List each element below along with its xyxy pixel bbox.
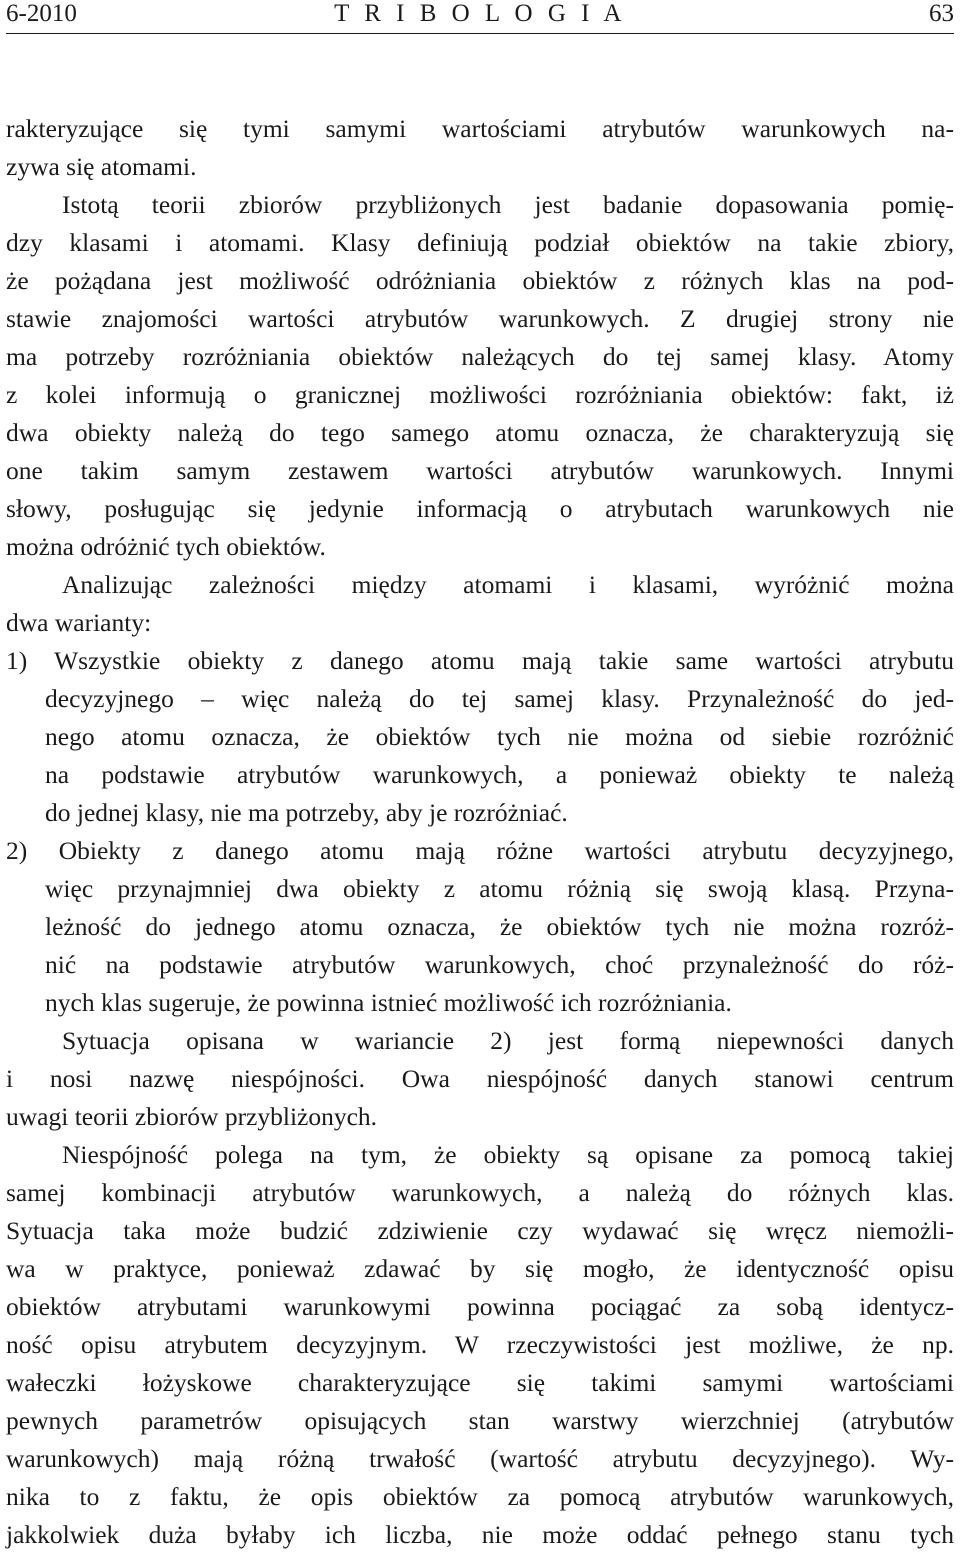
text-line: Niespójność polega na tym, że obiekty są opisane za pomocą takiej [62, 1140, 954, 1169]
text-line: ność opisu atrybutem decyzyjnym. W rzeczywistości jest możliwe, że np. [6, 1330, 954, 1359]
text-line: z kolei informują o granicznej możliwości rozróżniania obiektów: fakt, iż [6, 380, 954, 409]
text-line: i nosi nazwę niespójności. Owa niespójność danych stanowi centrum [6, 1064, 954, 1093]
issue-number: 6-2010 [6, 0, 77, 27]
list-item-1-line: nego atomu oznacza, że obiektów tych nie można od siebie rozróżnić [45, 722, 954, 751]
text-line: one takim samym zestawem wartości atrybutów warunkowych. Innymi [6, 456, 954, 485]
list-item-1-line: 1) Wszystkie obiekty z danego atomu mają takie same wartości atrybutu [6, 646, 954, 675]
text-line: dwa obiekty należą do tego samego atomu oznacza, że charakteryzują się [6, 418, 954, 447]
text-line: Sytuacja taka może budzić zdziwienie czy wydawać się wręcz niemożli- [6, 1216, 954, 1245]
text-line: dwa warianty: [6, 608, 152, 637]
text-line: słowy, posługując się jedynie informacją o atrybutach warunkowych nie [6, 494, 954, 523]
text-line: Istotą teorii zbiorów przybliżonych jest badanie dopasowania pomię- [62, 190, 954, 219]
text-line: uwagi teorii zbiorów przybliżonych. [6, 1102, 378, 1131]
page-number: 63 [929, 0, 954, 27]
text-line: stawie znajomości wartości atrybutów warunkowych. Z drugiej strony nie [6, 304, 954, 333]
list-item-1-line: decyzyjnego – więc należą do tej samej klasy. Przynależność do jed- [45, 684, 954, 713]
list-item-2-line: nić na podstawie atrybutów warunkowych, choć przynależność do róż- [45, 950, 954, 979]
list-item-2-line: nych klas sugeruje, że powinna istnieć możliwość ich rozróżniania. [45, 988, 732, 1017]
text-line: wa w praktyce, ponieważ zdawać by się mogło, że identyczność opisu [6, 1254, 954, 1283]
text-line: zywa się atomami. [6, 152, 197, 181]
list-item-1-line: do jednej klasy, nie ma potrzeby, aby je rozróżniać. [45, 798, 568, 827]
text-line: wałeczki łożyskowe charakteryzujące się takimi samymi wartościami [6, 1368, 954, 1397]
header-rule [6, 33, 954, 34]
text-line: nika to z faktu, że opis obiektów za pomocą atrybutów warunkowych, [6, 1482, 954, 1511]
text-line: pewnych parametrów opisujących stan warstwy wierzchniej (atrybutów [6, 1406, 954, 1435]
journal-title: T R I B O L O G I A [334, 0, 626, 27]
list-item-2-line: więc przynajmniej dwa obiekty z atomu różnią się swoją klasą. Przyna- [45, 874, 954, 903]
text-line: można odróżnić tych obiektów. [6, 532, 326, 561]
text-line: samej kombinacji atrybutów warunkowych, a należą do różnych klas. [6, 1178, 954, 1207]
text-line: Sytuacja opisana w wariancie 2) jest formą niepewności danych [62, 1026, 954, 1055]
text-line: dzy klasami i atomami. Klasy definiują podział obiektów na takie zbiory, [6, 228, 954, 257]
text-line: Analizując zależności między atomami i klasami, wyróżnić można [62, 570, 954, 599]
text-line: że pożądana jest możliwość odróżniania obiektów z różnych klas na pod- [6, 266, 954, 295]
list-item-2-line: 2) Obiekty z danego atomu mają różne wartości atrybutu decyzyjnego, [6, 836, 954, 865]
text-line: ma potrzeby rozróżniania obiektów należących do tej samej klasy. Atomy [6, 342, 954, 371]
list-item-2-line: leżność do jednego atomu oznacza, że obiektów tych nie można rozróż- [45, 912, 954, 941]
text-line: jakkolwiek duża byłaby ich liczba, nie może oddać pełnego stanu tych [6, 1520, 954, 1549]
running-header [6, 0, 954, 32]
text-line: obiektów atrybutami warunkowymi powinna pociągać za sobą identycz- [6, 1292, 954, 1321]
text-line: warunkowych) mają różną trwałość (wartość atrybutu decyzyjnego). Wy- [6, 1444, 954, 1473]
text-line: rakteryzujące się tymi samymi wartościami atrybutów warunkowych na- [6, 114, 954, 143]
list-item-1-line: na podstawie atrybutów warunkowych, a ponieważ obiekty te należą [45, 760, 954, 789]
